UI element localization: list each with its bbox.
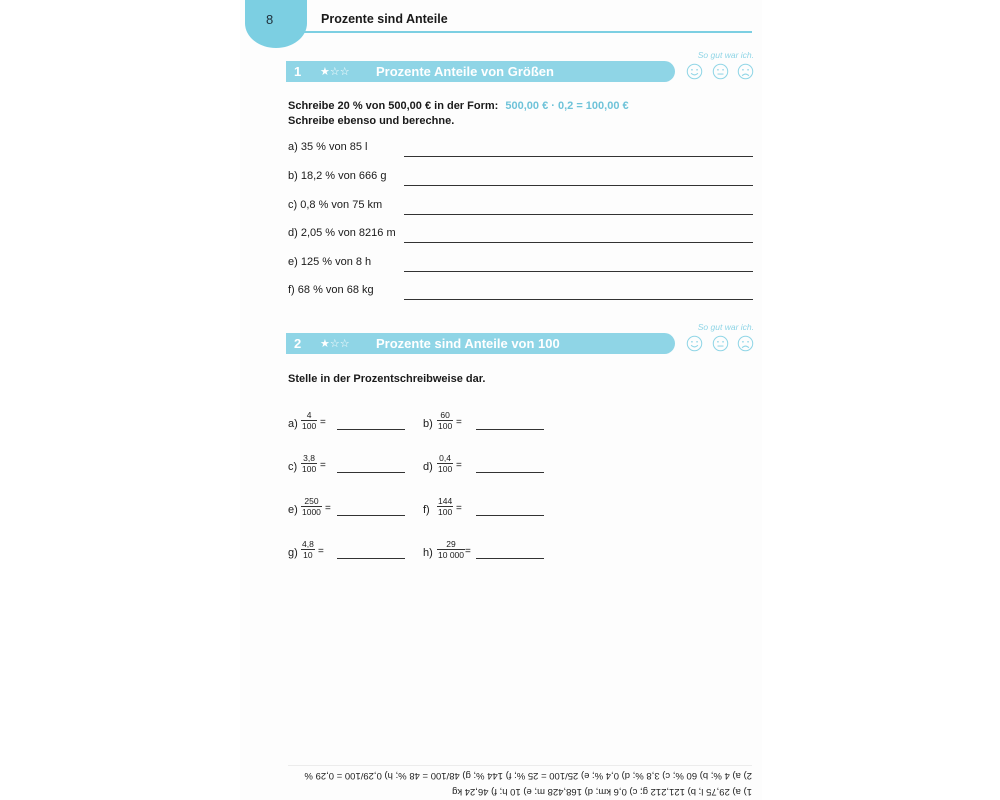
fraction: 4 100 — [302, 410, 317, 431]
task-2-item-h — [423, 539, 548, 569]
answer-line[interactable] — [404, 299, 753, 300]
sad-face-icon[interactable] — [737, 63, 754, 80]
equals-sign: = — [320, 460, 326, 471]
task-2-item-b — [423, 410, 548, 440]
item-label: f) — [423, 504, 430, 516]
fraction: 0,4 100 — [438, 453, 453, 474]
neutral-face-icon[interactable] — [712, 63, 729, 80]
task-2-item-g — [288, 539, 408, 569]
item-label: c) 0,8 % von 75 km — [288, 199, 383, 211]
task-1-instruction — [288, 99, 629, 129]
item-label: f) 68 % von 68 kg — [288, 284, 374, 296]
item-label: h) — [423, 547, 433, 559]
instruction-text-2: Schreibe ebenso und berechne. — [288, 115, 455, 127]
task-1-header — [286, 61, 675, 82]
item-label: e) 125 % von 8 h — [288, 256, 372, 268]
answer-line[interactable] — [476, 515, 544, 516]
self-rating-task-1 — [686, 50, 754, 80]
header-divider — [296, 31, 752, 33]
happy-face-icon[interactable] — [686, 335, 703, 352]
solutions-divider — [288, 765, 752, 766]
answer-line[interactable] — [476, 558, 544, 559]
solution-task-2: 2) a) 4 %; b) 60 %; c) 3,8 %; d) 0,4 %; e) 25/100 = 25 %; f) 144 %; g) 48/100 = 48 %; h) 0,29/100 = 0,29 % — [304, 770, 752, 781]
fraction: 3,8 100 — [302, 453, 317, 474]
item-label: a) 35 % von 85 l — [288, 141, 368, 153]
item-label: b) — [423, 418, 433, 430]
page-number-tab — [245, 0, 307, 48]
answer-line[interactable] — [404, 185, 753, 186]
happy-face-icon[interactable] — [686, 63, 703, 80]
equals-sign: = — [325, 503, 331, 514]
instruction-text: Schreibe 20 % von 500,00 € in der Form: — [288, 100, 499, 112]
answer-line[interactable] — [476, 429, 544, 430]
answer-line[interactable] — [404, 214, 753, 215]
neutral-face-icon[interactable] — [712, 335, 729, 352]
difficulty-stars-icon: ★☆☆ — [320, 338, 350, 350]
task-1-item-b — [288, 168, 753, 186]
equals-sign: = — [456, 417, 462, 428]
rating-label: So gut war ich. — [697, 322, 754, 332]
task-title: Prozente sind Anteile von 100 — [376, 336, 560, 351]
answer-line[interactable] — [337, 429, 405, 430]
fraction: 144 100 — [438, 496, 453, 517]
fraction: 60 100 — [438, 410, 453, 431]
task-1-item-f — [288, 282, 753, 300]
equals-sign: = — [465, 546, 471, 557]
task-2-item-c — [288, 453, 408, 483]
answer-line[interactable] — [337, 515, 405, 516]
item-label: b) 18,2 % von 666 g — [288, 170, 387, 182]
fraction: 250 1000 — [302, 496, 321, 517]
task-1-item-a — [288, 139, 753, 157]
answer-line[interactable] — [404, 242, 753, 243]
difficulty-stars-icon: ★☆☆ — [320, 66, 350, 78]
task-2-header — [286, 333, 675, 354]
equals-sign: = — [456, 503, 462, 514]
fraction: 29 10 000 — [438, 539, 464, 560]
task-number: 1 — [294, 64, 302, 79]
rating-label: So gut war ich. — [697, 50, 754, 60]
equals-sign: = — [456, 460, 462, 471]
page-number: 8 — [266, 12, 274, 27]
task-2-instruction: Stelle in der Prozentschreibweise dar. — [288, 373, 486, 385]
example-calculation: 500,00 € · 0,2 = 100,00 € — [505, 100, 629, 112]
task-2-item-d — [423, 453, 548, 483]
answer-line[interactable] — [404, 156, 753, 157]
item-label: e) — [288, 504, 298, 516]
task-1-item-c — [288, 197, 753, 215]
task-2-item-f — [423, 496, 548, 526]
answer-line[interactable] — [337, 558, 405, 559]
sad-face-icon[interactable] — [737, 335, 754, 352]
task-1-item-e — [288, 254, 753, 272]
answer-line[interactable] — [476, 472, 544, 473]
task-title: Prozente Anteile von Größen — [376, 64, 554, 79]
task-2-item-a — [288, 410, 408, 440]
item-label: d) — [423, 461, 433, 473]
task-2-item-e — [288, 496, 408, 526]
fraction: 4,8 10 — [302, 539, 314, 560]
equals-sign: = — [318, 546, 324, 557]
task-number: 2 — [294, 336, 302, 351]
item-label: d) 2,05 % von 8216 m — [288, 227, 396, 239]
task-1-item-d — [288, 225, 753, 243]
answer-line[interactable] — [337, 472, 405, 473]
item-label: c) — [288, 461, 298, 473]
equals-sign: = — [320, 417, 326, 428]
chapter-title: Prozente sind Anteile — [321, 12, 448, 26]
solution-task-1: 1) a) 29,75 l; b) 121,212 g; c) 0,6 km; d) 168,428 m; e) 10 h; f) 46,24 kg — [452, 786, 752, 797]
self-rating-task-2 — [686, 322, 754, 352]
item-label: a) — [288, 418, 298, 430]
item-label: g) — [288, 547, 298, 559]
answer-line[interactable] — [404, 271, 753, 272]
